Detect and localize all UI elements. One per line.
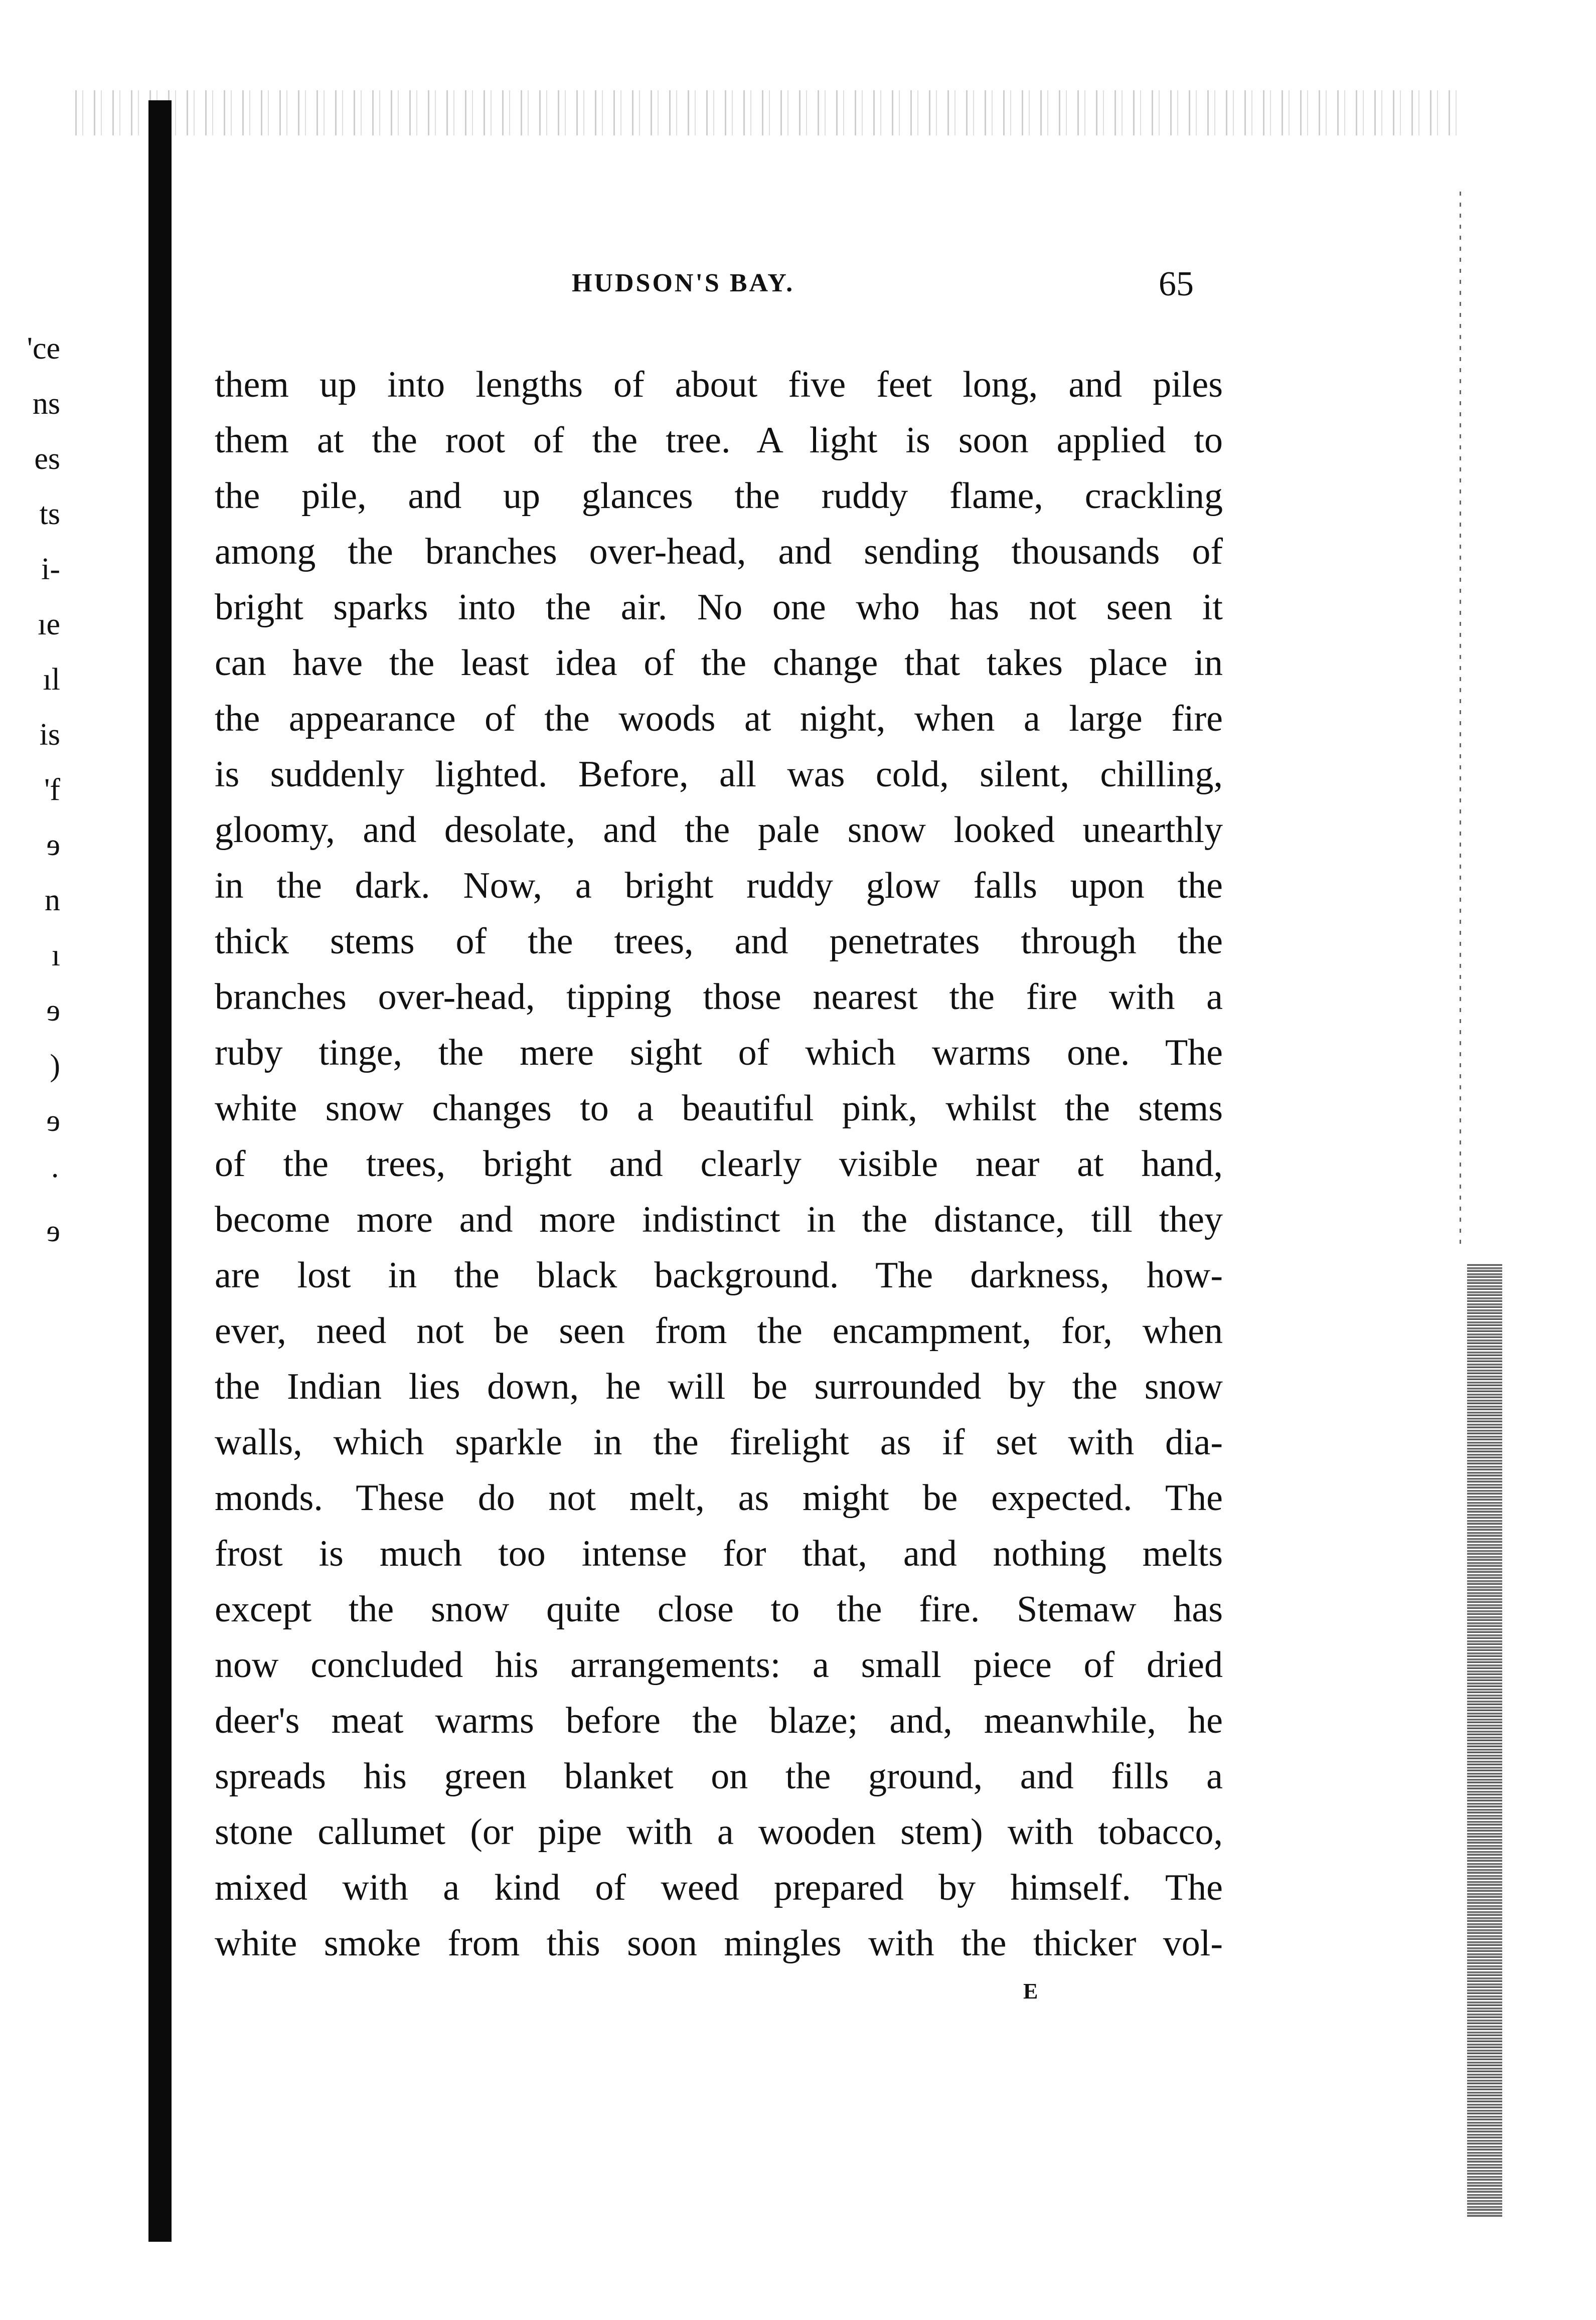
text-line: now concluded his arrangements: a small piece of dried (215, 1644, 1223, 1686)
facing-page-fragment: 'f (44, 773, 60, 807)
text-line: among the branches over-head, and sending thousands of (215, 531, 1223, 572)
scan-edge-line (1460, 191, 1461, 1244)
facing-page-fragment: ɘ (46, 1104, 60, 1138)
facing-page-fragment: ts (39, 497, 60, 531)
facing-page-fragment: es (34, 442, 60, 476)
text-line: ruby tinge, the mere sight of which warms one. The (215, 1032, 1223, 1073)
text-line: white snow changes to a beautiful pink, whilst the stems (215, 1088, 1223, 1129)
text-line: in the dark. Now, a bright ruddy glow falls upon the (215, 865, 1223, 906)
body-text (215, 357, 1223, 1971)
text-line: the Indian lies down, he will be surrounded by the snow (215, 1366, 1223, 1407)
signature-mark: E (1023, 1979, 1038, 2004)
text-line: branches over-head, tipping those nearest the fire with a (215, 976, 1223, 1018)
text-line: bright sparks into the air. No one who has not seen it (215, 587, 1223, 628)
binding-shadow (148, 100, 172, 2242)
text-line: gloomy, and desolate, and the pale snow looked unearthly (215, 809, 1223, 851)
facing-page-fragment: ıl (43, 662, 60, 697)
text-line: them at the root of the tree. A light is soon applied to (215, 420, 1223, 461)
facing-page-fragment: ıe (38, 607, 60, 641)
facing-page-fragment: ɘ (46, 1214, 60, 1248)
facing-page-fragment: ns (32, 387, 60, 421)
text-line: them up into lengths of about five feet long, and piles (215, 364, 1223, 405)
page-edge-shadow (1467, 1264, 1502, 2217)
facing-page-fragment: ɘ (46, 828, 60, 862)
text-line: stone callumet (or pipe with a wooden stem) with tobacco, (215, 1811, 1223, 1853)
text-line: white smoke from this soon mingles with the thicker vol- (215, 1923, 1223, 1964)
running-head (211, 265, 1214, 308)
text-line: thick stems of the trees, and penetrates through the (215, 921, 1223, 962)
text-line: except the snow quite close to the fire. Stemaw has (215, 1589, 1223, 1630)
page-number: 65 (1159, 265, 1194, 303)
text-line: the appearance of the woods at night, when a large fire (215, 698, 1223, 739)
scan-noise-top (75, 90, 1460, 135)
text-line: the pile, and up glances the ruddy flame, crackling (215, 475, 1223, 517)
text-line: become more and more indistinct in the distance, till they (215, 1199, 1223, 1240)
text-line: mixed with a kind of weed prepared by himself. The (215, 1867, 1223, 1908)
running-title: HUDSON'S BAY. (572, 269, 795, 297)
text-line: monds. These do not melt, as might be expected. The (215, 1477, 1223, 1519)
text-line: walls, which sparkle in the firelight as if set with dia- (215, 1422, 1223, 1463)
facing-page-fragment: 'ce (27, 332, 60, 366)
facing-page-fragment: ı (51, 938, 60, 972)
facing-page-fragment: ) (50, 1049, 60, 1083)
facing-page-fragment: is (39, 718, 60, 752)
text-line: deer's meat warms before the blaze; and, meanwhile, he (215, 1700, 1223, 1741)
text-line: spreads his green blanket on the ground, and fills a (215, 1756, 1223, 1797)
facing-page-fragment: · (50, 1159, 60, 1193)
facing-page-fragment: i- (41, 552, 60, 586)
text-line: of the trees, bright and clearly visible near at hand, (215, 1143, 1223, 1185)
text-line: can have the least idea of the change that takes place in (215, 642, 1223, 684)
facing-page-fragment: n (45, 883, 60, 917)
facing-page-fragments (5, 321, 70, 1259)
facing-page-fragment: ɘ (46, 993, 60, 1028)
text-line: ever, need not be seen from the encampment, for, when (215, 1310, 1223, 1352)
text-line: are lost in the black background. The darkness, how- (215, 1255, 1223, 1296)
text-line: frost is much too intense for that, and nothing melts (215, 1533, 1223, 1574)
text-line: is suddenly lighted. Before, all was cold, silent, chilling, (215, 754, 1223, 795)
